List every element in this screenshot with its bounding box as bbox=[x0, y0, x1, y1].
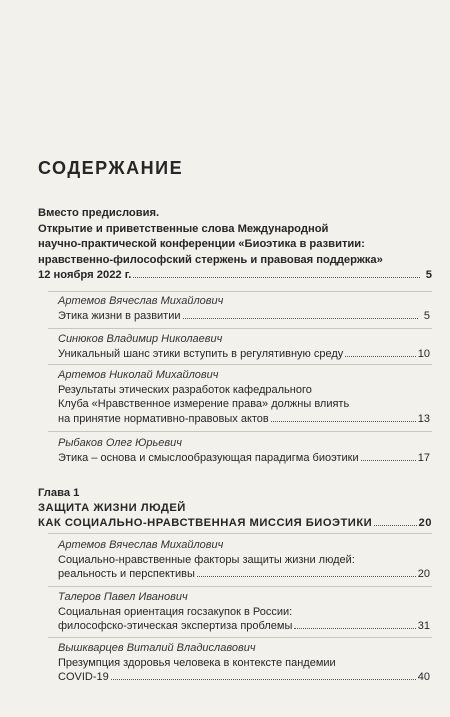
page-number: 17 bbox=[417, 451, 430, 464]
preface-line: Вместо предисловия. bbox=[38, 207, 160, 219]
divider bbox=[48, 291, 432, 292]
page-number: 20 bbox=[417, 568, 430, 580]
entry-title-line bbox=[58, 567, 430, 582]
entry-title-line: Социальная ориентация госзакупок в России: bbox=[58, 605, 293, 618]
chapter-title-line: ЗАЩИТА ЖИЗНИ ЛЮДЕЙ bbox=[38, 502, 186, 514]
preface-last-line bbox=[38, 268, 432, 284]
entry-author: Артемов Николай Михайлович bbox=[58, 369, 219, 381]
entry-title-line: Презумпция здоровья человека в контексте пандемии bbox=[58, 656, 336, 669]
dot-leader bbox=[183, 317, 418, 319]
entry-title-line bbox=[58, 670, 430, 685]
dot-leader bbox=[374, 524, 416, 526]
dot-leader bbox=[294, 627, 415, 629]
entry-title-line: Результаты этических разработок кафедрального bbox=[58, 383, 312, 396]
entry-author: Артемов Вячеслав Михайлович bbox=[58, 539, 224, 551]
entry-title: на принятие нормативно-правовых актов bbox=[58, 412, 269, 425]
page-number: 40 bbox=[417, 671, 430, 683]
toc-entry bbox=[58, 641, 430, 685]
entry-title-line: Социально-нравственные факторы защиты жизни людей: bbox=[58, 553, 355, 566]
entry-title: Этика – основа и смыслообразующая парадигма биоэтики bbox=[58, 451, 359, 464]
preface-line: нравственно-философский стержень и правовая поддержка» bbox=[38, 253, 383, 266]
entry-title: реальность и перспективы bbox=[58, 568, 195, 580]
preface-entry bbox=[38, 206, 432, 284]
divider bbox=[48, 586, 432, 587]
toc-entry bbox=[58, 332, 430, 361]
entry-author: Артемов Вячеслав Михайлович bbox=[58, 295, 224, 307]
chapter-heading bbox=[38, 486, 432, 531]
dot-leader bbox=[271, 420, 416, 422]
entry-author: Синюков Владимир Николаевич bbox=[58, 333, 223, 345]
dot-leader bbox=[197, 575, 416, 577]
dot-leader bbox=[133, 276, 420, 278]
divider bbox=[48, 431, 432, 432]
page-number: 13 bbox=[417, 412, 430, 425]
preface-line: Открытие и приветственные слова Международной bbox=[38, 222, 329, 235]
entry-author: Рыбаков Олег Юрьевич bbox=[58, 437, 182, 449]
entry-title-line bbox=[58, 619, 430, 634]
preface-date: 12 ноября 2022 г. bbox=[38, 269, 132, 281]
page-number: 5 bbox=[425, 269, 432, 281]
divider bbox=[48, 637, 432, 638]
chapter-title: КАК СОЦИАЛЬНО-НРАВСТВЕННАЯ МИССИЯ БИОЭТИКИ bbox=[38, 517, 373, 529]
toc-entry bbox=[58, 538, 430, 582]
divider bbox=[48, 328, 432, 329]
divider bbox=[48, 364, 432, 365]
entry-title: Уникальный шанс этики вступить в регулятивную среду bbox=[58, 347, 344, 360]
divider bbox=[48, 533, 432, 534]
page-title: СОДЕРЖАНИЕ bbox=[38, 158, 184, 178]
page-number: 20 bbox=[418, 517, 432, 529]
entry-title-line bbox=[58, 309, 430, 324]
entry-title: Этика жизни в развитии bbox=[58, 309, 181, 322]
entry-title-line: Клуба «Нравственное измерение права» должны влиять bbox=[58, 398, 350, 410]
dot-leader bbox=[345, 355, 415, 357]
toc-entry bbox=[58, 436, 430, 465]
entry-author: Талеров Павел Иванович bbox=[58, 591, 188, 603]
entry-author: Вышкварцев Виталий Владиславович bbox=[58, 642, 256, 654]
preface-line: научно-практической конференции «Биоэтика в развитии: bbox=[38, 238, 365, 250]
entry-title-line bbox=[58, 347, 430, 362]
chapter-title-last-line bbox=[38, 516, 432, 531]
toc-entry bbox=[58, 368, 430, 426]
page-number: 31 bbox=[417, 620, 430, 632]
dot-leader bbox=[361, 459, 416, 461]
entry-title: COVID-19 bbox=[58, 671, 109, 683]
page-number: 10 bbox=[417, 347, 430, 360]
chapter-label: Глава 1 bbox=[38, 487, 80, 499]
toc-entry bbox=[58, 590, 430, 634]
entry-title-line bbox=[58, 412, 430, 427]
entry-title-line bbox=[58, 451, 430, 466]
entry-title: философско-этическая экспертиза проблемы bbox=[58, 620, 293, 632]
page-number: 5 bbox=[423, 309, 430, 322]
dot-leader bbox=[111, 678, 416, 680]
toc-entry bbox=[58, 294, 430, 323]
